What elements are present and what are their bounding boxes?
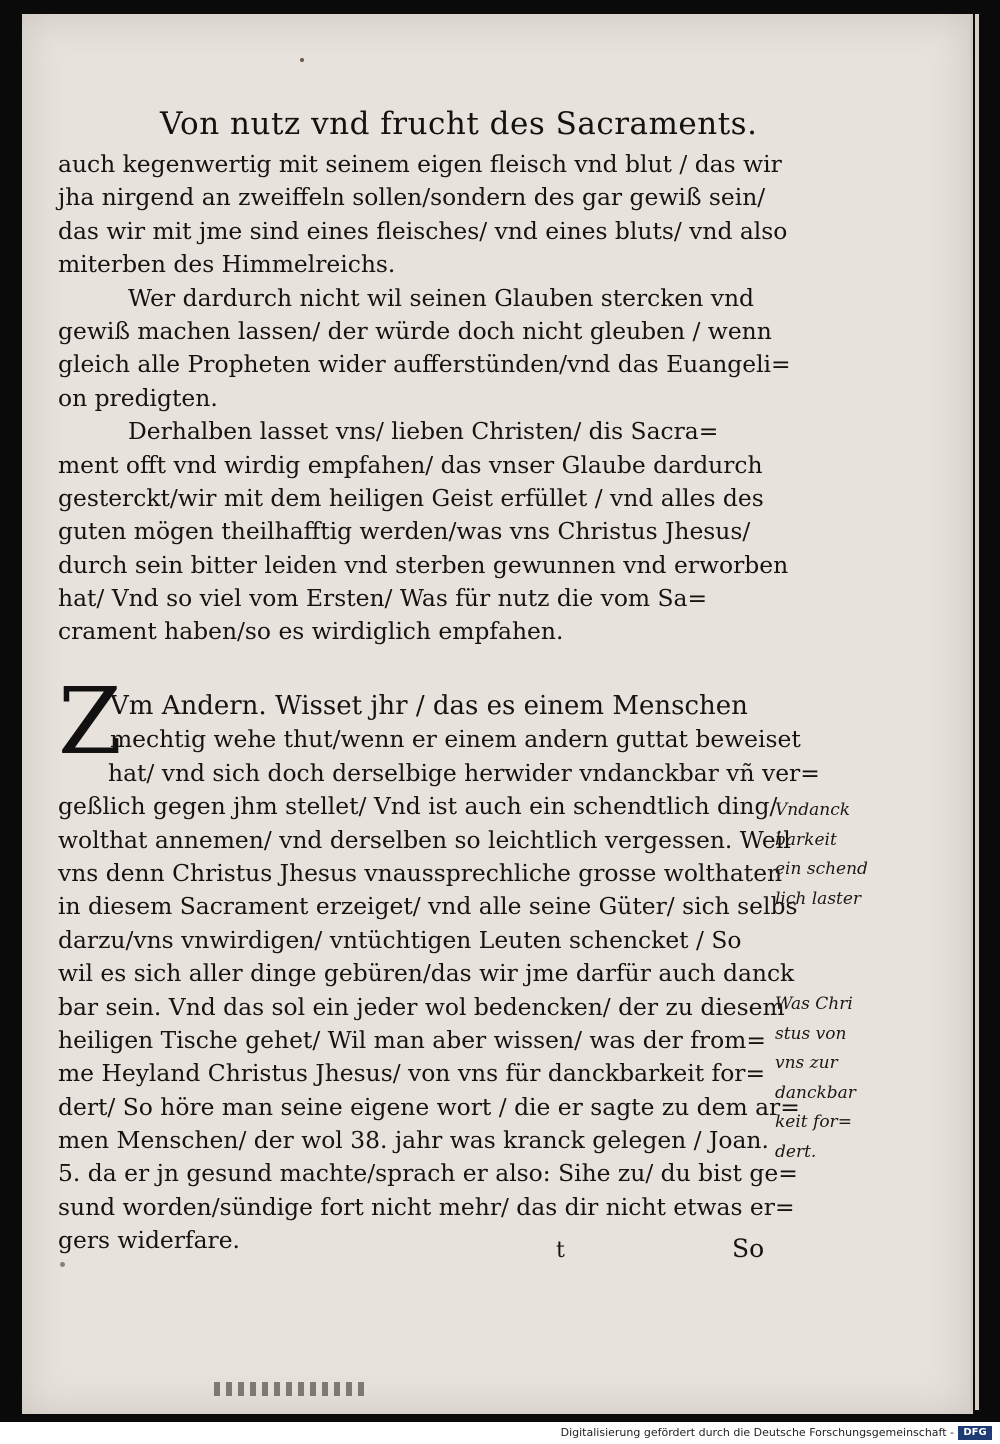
text-line: men Menschen/ der wol 38. jahr was kranck gelegen / Joan. <box>58 1126 769 1155</box>
marginal-note-line: barkeit <box>775 829 837 850</box>
text-line: jha nirgend an zweiffeln sollen/sondern des gar gewiß sein/ <box>58 183 766 212</box>
text-line: gesterckt/wir mit dem heiligen Geist erfüllet / vnd alles des <box>58 483 764 512</box>
marginal-note-thankfulness <box>775 990 895 1167</box>
text-line: on predigten. <box>58 383 218 412</box>
text-line: guten mögen theilhafftig werden/was vns Christus Jhesus/ <box>58 517 751 546</box>
main-text <box>58 148 791 649</box>
text-line: crament haben/so es wirdiglich empfahen. <box>58 617 564 646</box>
text-line: gewiß machen lassen/ der würde doch nicht gleuben / wenn <box>58 316 772 345</box>
text-line: vns denn Christus Jhesus vnaussprechliche grosse wolthaten <box>58 858 783 887</box>
marginal-note-line: vns zur <box>775 1053 838 1073</box>
page-edge <box>975 14 979 1410</box>
text-line: in diesem Sacrament erzeiget/ vnd alle seine Güter/ sich selbs <box>58 892 798 921</box>
ink-speck <box>60 1262 65 1267</box>
text-line: das wir mit jme sind eines fleisches/ vnd eines bluts/ vnd also <box>58 216 788 245</box>
text-line: miterben des Himmelreichs. <box>58 250 396 279</box>
text-line: wolthat annemen/ vnd derselben so leichtlich vergessen. Weil <box>58 825 791 854</box>
text-line: dert/ So höre man seine eigene wort / die er sagte zu dem ar= <box>58 1092 800 1121</box>
text-line: Wer dardurch nicht wil seinen Glauben stercken vnd <box>128 283 754 312</box>
marginal-note-line: lich laster <box>775 888 862 909</box>
text-line: 5. da er jn gesund machte/sprach er also: Sihe zu/ du bist ge= <box>58 1159 798 1188</box>
text-line: Derhalben lasset vns/ lieben Christen/ dis Sacra= <box>128 417 719 446</box>
marginal-note-line: dert. <box>775 1141 817 1162</box>
running-head: Von nutz vnd frucht des Sacraments. <box>160 106 758 142</box>
marginal-note-ingratitude <box>775 796 895 914</box>
footer-bar <box>0 1422 1000 1444</box>
text-line: darzu/vns vnwirdigen/ vntüchtigen Leuten schencket / So <box>58 925 742 954</box>
text-line: wil es sich aller dinge gebüren/das wir jme darfür auch danck <box>58 959 795 988</box>
text-line: hat/ Vnd so viel vom Ersten/ Was für nutz die vom Sa= <box>58 584 708 613</box>
marginal-note-line: keit for= <box>775 1112 852 1132</box>
text-line: gleich alle Propheten wider aufferstünden/vnd das Euangeli= <box>58 350 791 379</box>
marginal-note-line: Vndanck <box>775 800 851 820</box>
text-line: auch kegenwertig mit seinem eigen fleisch vnd blut / das wir <box>58 150 782 178</box>
text-line: bar sein. Vnd das sol ein jeder wol bedencken/ der zu diesem <box>58 992 785 1021</box>
binding-marks <box>214 1382 364 1396</box>
text-line: sund worden/sündige fort nicht mehr/ das dir nicht etwas er= <box>58 1192 795 1221</box>
drop-initial: Z <box>58 668 122 775</box>
ink-speck <box>300 58 304 62</box>
text-line: mechtig wehe thut/wenn er einem andern guttat beweiset <box>110 725 801 754</box>
text-line: heiligen Tische gehet/ Wil man aber wissen/ was der from= <box>58 1025 766 1054</box>
marginal-note-line: danckbar <box>775 1082 856 1103</box>
text-line: Vm Andern. Wisset jhr / das es einem Menschen <box>110 691 748 721</box>
text-line: ment offt vnd wirdig empfahen/ das vnser Glaube dardurch <box>58 450 763 479</box>
text-line: durch sein bitter leiden vnd sterben gewunnen vnd erworben <box>58 550 789 579</box>
marginal-note-line: Was Chri <box>775 994 853 1014</box>
text-line: hat/ vnd sich doch derselbige herwider vndanckbar vñ ver= <box>108 758 820 787</box>
marginal-note-line: stus von <box>775 1023 847 1044</box>
signature-mark: t <box>556 1238 565 1263</box>
text-line: geßlich gegen jhm stellet/ Vnd ist auch ein schendtlich ding/ <box>58 792 778 821</box>
catchword: So <box>732 1234 765 1263</box>
text-line: me Heyland Christus Jhesus/ von vns für danckbarkeit for= <box>58 1059 766 1088</box>
dfg-logo: DFG <box>958 1426 992 1440</box>
text-line: gers widerfare. <box>58 1226 240 1255</box>
funding-notice: Digitalisierung gefördert durch die Deutsche Forschungsgemeinschaft - <box>560 1426 954 1439</box>
marginal-note-line: ein schend <box>775 859 868 879</box>
